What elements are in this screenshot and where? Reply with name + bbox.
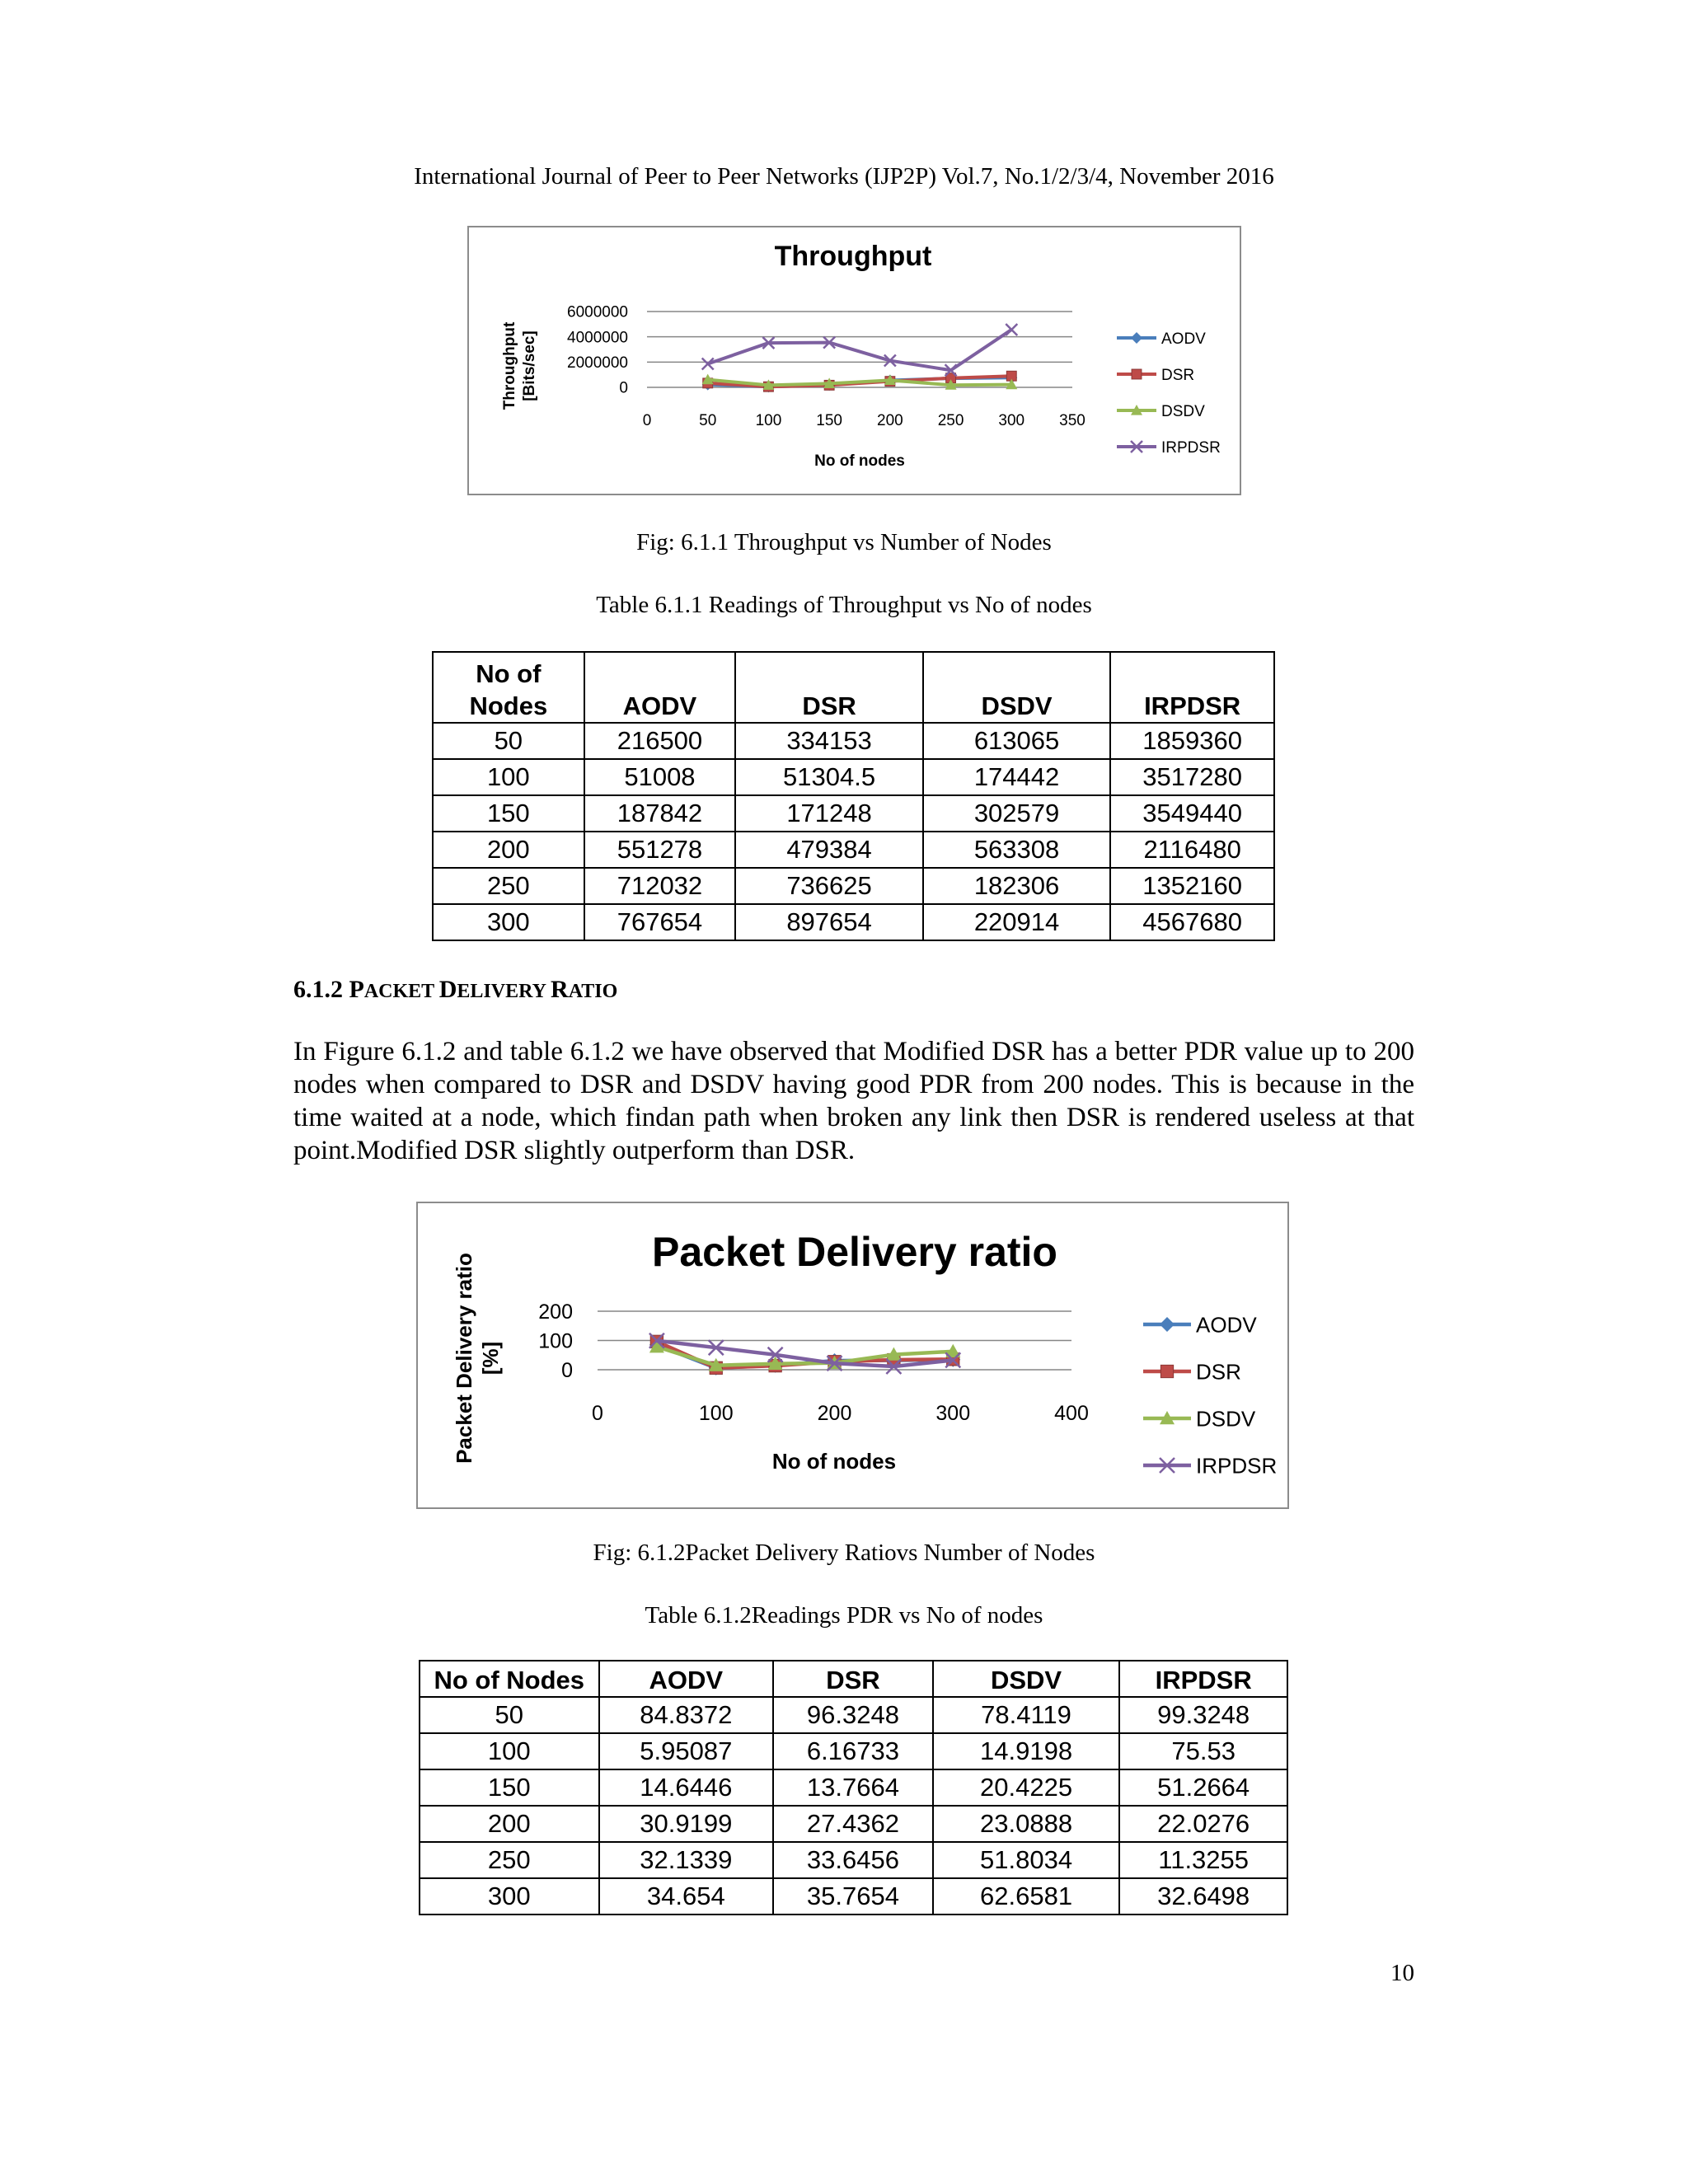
series-line-irpdsr (708, 330, 1012, 370)
table-header-cell: AODV (584, 652, 736, 723)
throughput-chart (467, 226, 1241, 495)
table-cell: 11.3255 (1119, 1842, 1287, 1878)
table-cell: 174442 (923, 759, 1110, 795)
heading-smallcaps: ELIVERY (457, 981, 551, 1002)
table-cell: 1859360 (1110, 723, 1274, 759)
table-cell: 3517280 (1110, 759, 1274, 795)
table-cell: 23.0888 (933, 1806, 1120, 1842)
x-tick-label: 100 (698, 1402, 734, 1425)
table-cell: 50 (420, 1697, 599, 1733)
section-number: 6.1.2 (293, 976, 349, 1003)
table-cell: 5.95087 (599, 1733, 774, 1769)
table-row (433, 723, 1274, 759)
table-cell: 27.4362 (773, 1806, 933, 1842)
table-cell: 2116480 (1110, 832, 1274, 868)
legend-label: IRPDSR (1161, 438, 1221, 457)
legend-marker (1160, 1365, 1173, 1377)
x-tick-label: 300 (998, 412, 1025, 429)
pdr-table (419, 1660, 1288, 1915)
table-cell: 150 (433, 795, 584, 832)
table-cell: 20.4225 (933, 1769, 1120, 1806)
x-tick-label: 0 (642, 412, 652, 429)
x-tick-label: 300 (935, 1402, 971, 1425)
legend-label: AODV (1196, 1312, 1257, 1338)
table-cell: 300 (433, 904, 584, 940)
page-number: 10 (1390, 1960, 1414, 1986)
y-axis-label: [Bits/sec] (521, 330, 538, 401)
pdr-chart (416, 1202, 1289, 1509)
section-heading (293, 976, 617, 1004)
y-tick-label: 6000000 (567, 303, 628, 321)
body-paragraph: In Figure 6.1.2 and table 6.1.2 we have observed that Modified DSR has a better PDR value up to 200 nodes when compared to DSR and DSDV having good PDR from 200 nodes. This is because in the time waited at a node, which findan path when broken any link then DSR is rendered useless at that point.Modified DSR slightly outperform than DSR. (293, 1037, 1414, 1165)
table-cell: 563308 (923, 832, 1110, 868)
x-tick-label: 200 (817, 1402, 852, 1425)
table-row (420, 1733, 1287, 1769)
y-tick-label: 2000000 (567, 354, 628, 372)
legend-label: DSDV (1196, 1406, 1256, 1432)
table-cell: 78.4119 (933, 1697, 1120, 1733)
heading-letter: R (551, 976, 569, 1003)
table-cell: 200 (433, 832, 584, 868)
heading-smallcaps: ATIO (568, 981, 618, 1002)
x-tick-label: 0 (592, 1402, 603, 1425)
table-cell: 6.16733 (773, 1733, 933, 1769)
table-cell: 613065 (923, 723, 1110, 759)
table-header-cell: AODV (599, 1661, 774, 1697)
y-tick-label: 200 (538, 1300, 573, 1324)
throughput-table (432, 651, 1275, 941)
table-cell: 51.8034 (933, 1842, 1120, 1878)
table-cell: 84.8372 (599, 1697, 774, 1733)
legend-label: AODV (1161, 330, 1206, 348)
table-cell: 171248 (735, 795, 923, 832)
table-cell: 1352160 (1110, 868, 1274, 904)
table-row (420, 1806, 1287, 1842)
table-row (433, 868, 1274, 904)
table-cell: 250 (433, 868, 584, 904)
table-cell: 51304.5 (735, 759, 923, 795)
table-cell: 96.3248 (773, 1697, 933, 1733)
table-cell: 300 (420, 1878, 599, 1915)
legend-marker (1131, 332, 1142, 344)
table-cell: 51008 (584, 759, 736, 795)
table-row (433, 832, 1274, 868)
x-tick-label: 250 (937, 412, 964, 429)
table-cell: 187842 (584, 795, 736, 832)
throughput-chart-svg (469, 227, 1243, 497)
table-header-cell: No of Nodes (433, 652, 584, 723)
x-tick-label: 150 (816, 412, 842, 429)
table-2-caption: Table 6.1.2Readings PDR vs No of nodes (645, 1602, 1043, 1629)
heading-smallcaps: ACKET (363, 981, 439, 1002)
series-line-dsdv (657, 1347, 953, 1366)
table-cell: 182306 (923, 868, 1110, 904)
table-cell: 334153 (735, 723, 923, 759)
table-row (420, 1697, 1287, 1733)
y-tick-label: 0 (619, 379, 628, 397)
x-axis-label: No of nodes (814, 452, 905, 470)
table-header-cell: DSR (735, 652, 923, 723)
table-header-cell: DSDV (933, 1661, 1120, 1697)
figure-1-caption: Fig: 6.1.1 Throughput vs Number of Nodes (636, 529, 1052, 555)
y-tick-label: 0 (561, 1358, 573, 1382)
table-cell: 32.6498 (1119, 1878, 1287, 1915)
table-header-cell: DSR (773, 1661, 933, 1697)
table-row (420, 1842, 1287, 1878)
table-cell: 150 (420, 1769, 599, 1806)
table-cell: 100 (420, 1733, 599, 1769)
table-cell: 34.654 (599, 1878, 774, 1915)
legend-marker (1160, 1317, 1175, 1332)
legend-label: DSDV (1161, 402, 1205, 420)
table-header-cell: IRPDSR (1119, 1661, 1287, 1697)
table-1-caption: Table 6.1.1 Readings of Throughput vs No of nodes (596, 592, 1092, 618)
chart-title: Throughput (774, 241, 932, 272)
table-cell: 250 (420, 1842, 599, 1878)
heading-letter: P (349, 976, 364, 1003)
legend-label: DSR (1196, 1359, 1241, 1385)
table-row (433, 904, 1274, 940)
table-cell: 14.9198 (933, 1733, 1120, 1769)
x-axis-label: No of nodes (771, 1449, 897, 1474)
table-cell: 216500 (584, 723, 736, 759)
table-row (420, 1878, 1287, 1915)
table-cell: 200 (420, 1806, 599, 1842)
legend-label: IRPDSR (1196, 1453, 1278, 1479)
pdr-chart-svg (418, 1203, 1291, 1511)
data-point-irpdsr (1006, 324, 1017, 335)
table-cell: 13.7664 (773, 1769, 933, 1806)
x-tick-label: 200 (877, 412, 903, 429)
table-cell: 50 (433, 723, 584, 759)
y-axis-label: Packet Delivery ratio (452, 1253, 476, 1464)
legend-marker (1132, 369, 1142, 379)
table-row (420, 1769, 1287, 1806)
table-cell: 736625 (735, 868, 923, 904)
chart-title: Packet Delivery ratio (652, 1229, 1057, 1275)
y-axis-label: Throughput (501, 321, 518, 410)
figure-2-caption: Fig: 6.1.2Packet Delivery Ratiovs Number of Nodes (593, 1540, 1095, 1566)
x-tick-label: 100 (755, 412, 782, 429)
table-cell: 100 (433, 759, 584, 795)
legend-label: DSR (1161, 366, 1195, 384)
table-row (433, 795, 1274, 832)
x-tick-label: 50 (699, 412, 717, 429)
table-cell: 35.7654 (773, 1878, 933, 1915)
y-axis-label: [%] (478, 1341, 503, 1376)
x-tick-label: 350 (1059, 412, 1085, 429)
table-header-cell: IRPDSR (1110, 652, 1274, 723)
running-header: International Journal of Peer to Peer Networks (IJP2P) Vol.7, No.1/2/3/4, November 2016 (414, 163, 1274, 190)
heading-letter: D (438, 976, 457, 1003)
table-cell: 767654 (584, 904, 736, 940)
table-cell: 30.9199 (599, 1806, 774, 1842)
table-cell: 897654 (735, 904, 923, 940)
y-tick-label: 100 (538, 1329, 573, 1353)
table-cell: 3549440 (1110, 795, 1274, 832)
table-cell: 99.3248 (1119, 1697, 1287, 1733)
table-row (433, 759, 1274, 795)
table-cell: 75.53 (1119, 1733, 1287, 1769)
table-cell: 32.1339 (599, 1842, 774, 1878)
table-cell: 22.0276 (1119, 1806, 1287, 1842)
table-cell: 62.6581 (933, 1878, 1120, 1915)
table-cell: 14.6446 (599, 1769, 774, 1806)
table-cell: 302579 (923, 795, 1110, 832)
table-cell: 33.6456 (773, 1842, 933, 1878)
table-header-cell: No of Nodes (420, 1661, 599, 1697)
table-cell: 220914 (923, 904, 1110, 940)
table-header-cell: DSDV (923, 652, 1110, 723)
table-cell: 551278 (584, 832, 736, 868)
y-tick-label: 4000000 (567, 329, 628, 347)
table-cell: 712032 (584, 868, 736, 904)
table-cell: 4567680 (1110, 904, 1274, 940)
table-cell: 479384 (735, 832, 923, 868)
table-cell: 51.2664 (1119, 1769, 1287, 1806)
x-tick-label: 400 (1054, 1402, 1089, 1425)
